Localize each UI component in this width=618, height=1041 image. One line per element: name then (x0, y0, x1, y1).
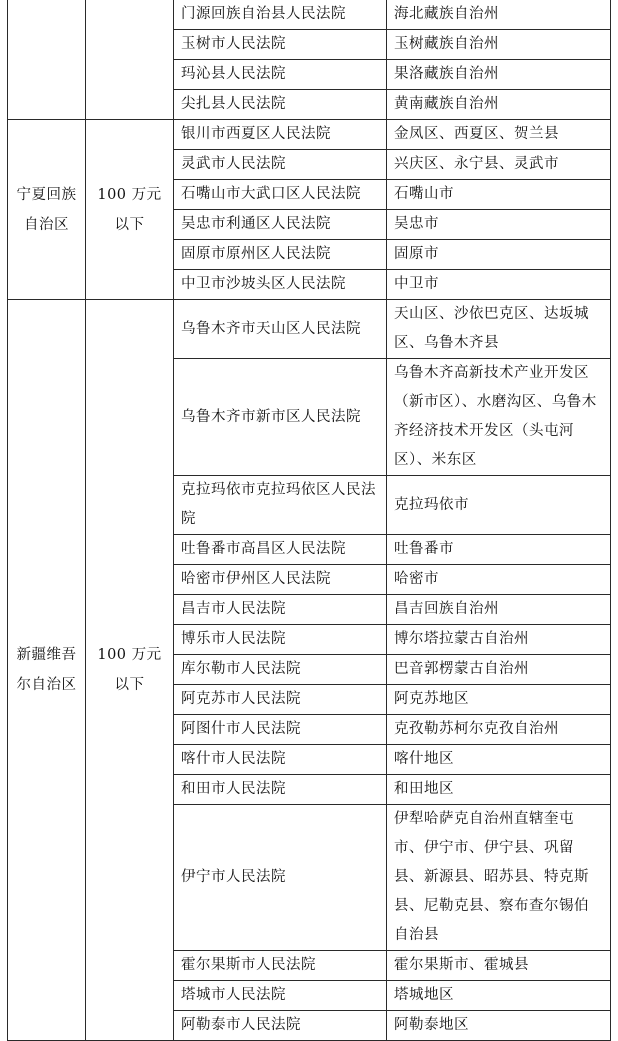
court-cell: 固原市原州区人民法院 (174, 240, 387, 270)
court-cell: 库尔勒市人民法院 (174, 655, 387, 685)
area-cell: 和田地区 (387, 775, 611, 805)
area-cell: 克拉玛依市 (387, 476, 611, 535)
court-cell: 克拉玛依市克拉玛依区人民法院 (174, 476, 387, 535)
court-cell: 石嘴山市大武口区人民法院 (174, 180, 387, 210)
area-cell: 兴庆区、永宁县、灵武市 (387, 150, 611, 180)
area-cell: 海北藏族自治州 (387, 0, 611, 30)
court-jurisdiction-table (7, 0, 611, 1041)
table-row (8, 0, 611, 30)
area-cell: 克孜勒苏柯尔克孜自治州 (387, 715, 611, 745)
court-cell: 博乐市人民法院 (174, 625, 387, 655)
amount-line: 100 万元 (97, 647, 162, 663)
area-cell: 阿克苏地区 (387, 685, 611, 715)
area-cell: 黄南藏族自治州 (387, 90, 611, 120)
court-cell: 哈密市伊州区人民法院 (174, 565, 387, 595)
court-cell: 阿克苏市人民法院 (174, 685, 387, 715)
court-cell: 吐鲁番市高昌区人民法院 (174, 535, 387, 565)
area-cell: 固原市 (387, 240, 611, 270)
area-cell: 喀什地区 (387, 745, 611, 775)
court-cell: 玉树市人民法院 (174, 30, 387, 60)
region-name-line: 自治区 (24, 216, 69, 233)
region-cell (8, 120, 86, 300)
amount-cell (86, 0, 174, 120)
amount-cell (86, 120, 174, 300)
court-cell: 门源回族自治县人民法院 (174, 0, 387, 30)
area-cell: 昌吉回族自治州 (387, 595, 611, 625)
area-cell: 吴忠市 (387, 210, 611, 240)
area-cell: 阿勒泰地区 (387, 1011, 611, 1041)
court-cell: 和田市人民法院 (174, 775, 387, 805)
area-cell: 乌鲁木齐高新技术产业开发区（新市区）、水磨沟区、乌鲁木齐经济技术开发区（头屯河区）、米东区 (387, 359, 611, 476)
area-cell: 塔城地区 (387, 981, 611, 1011)
region-name-line: 新疆维吾 (16, 647, 77, 663)
region-cell (8, 0, 86, 120)
amount-line: 100 万元 (97, 186, 162, 203)
area-cell: 伊犁哈萨克自治州直辖奎屯市、伊宁市、伊宁县、巩留县、新源县、昭苏县、特克斯县、尼勒克县、察布查尔锡伯自治县 (387, 805, 611, 951)
area-cell: 天山区、沙依巴克区、达坂城区、乌鲁木齐县 (387, 300, 611, 359)
area-cell: 石嘴山市 (387, 180, 611, 210)
amount-cell (86, 300, 174, 1041)
court-cell: 中卫市沙坡头区人民法院 (174, 270, 387, 300)
region-name-line: 尔自治区 (16, 677, 77, 693)
region-cell (8, 300, 86, 1041)
court-cell: 灵武市人民法院 (174, 150, 387, 180)
area-cell: 玉树藏族自治州 (387, 30, 611, 60)
area-cell: 金凤区、西夏区、贺兰县 (387, 120, 611, 150)
court-cell: 吴忠市利通区人民法院 (174, 210, 387, 240)
area-cell: 中卫市 (387, 270, 611, 300)
amount-line: 以下 (114, 216, 145, 233)
area-cell: 吐鲁番市 (387, 535, 611, 565)
court-cell: 银川市西夏区人民法院 (174, 120, 387, 150)
area-cell: 果洛藏族自治州 (387, 60, 611, 90)
court-cell: 乌鲁木齐市新市区人民法院 (174, 359, 387, 476)
court-cell: 塔城市人民法院 (174, 981, 387, 1011)
amount-line: 以下 (114, 677, 145, 693)
court-cell: 尖扎县人民法院 (174, 90, 387, 120)
court-cell: 玛沁县人民法院 (174, 60, 387, 90)
table-row (8, 120, 611, 150)
court-cell: 阿勒泰市人民法院 (174, 1011, 387, 1041)
area-cell: 霍尔果斯市、霍城县 (387, 951, 611, 981)
court-cell: 喀什市人民法院 (174, 745, 387, 775)
area-cell: 博尔塔拉蒙古自治州 (387, 625, 611, 655)
court-cell: 霍尔果斯市人民法院 (174, 951, 387, 981)
court-cell: 阿图什市人民法院 (174, 715, 387, 745)
table-row (8, 300, 611, 359)
region-name-line: 宁夏回族 (16, 186, 77, 203)
area-cell: 哈密市 (387, 565, 611, 595)
court-cell: 伊宁市人民法院 (174, 805, 387, 951)
court-cell: 昌吉市人民法院 (174, 595, 387, 625)
court-cell: 乌鲁木齐市天山区人民法院 (174, 300, 387, 359)
area-cell: 巴音郭楞蒙古自治州 (387, 655, 611, 685)
